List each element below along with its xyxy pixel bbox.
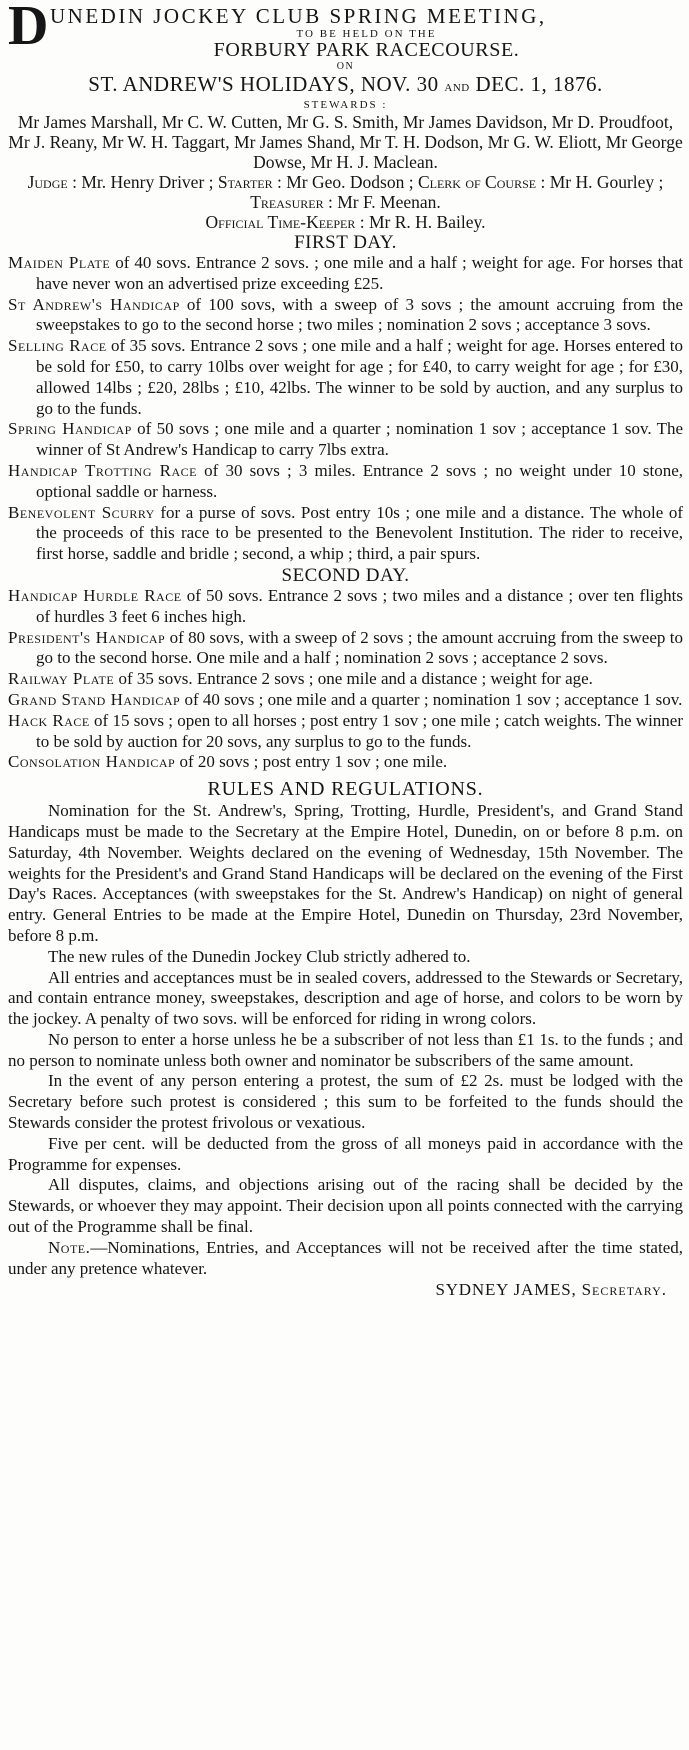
- race-entry: [8, 419, 683, 461]
- race-name: Benevolent Scurry: [8, 502, 155, 522]
- note-text: —Nominations, Entries, and Acceptances will not be received after the time stated, under any pretence whatever.: [8, 1237, 683, 1278]
- race-details: of 35 sovs. Entrance 2 sovs ; one mile and a half ; weight for age. Horses entered to be sold for £50, to carry 10lbs over weight for age ; for £40, to carry weight for age ; for £30, allowed 14lbs ; £20, 28lbs ; £10, 42lbs. The winner to be sold by auction, and any surplus to go to the funds.: [36, 336, 683, 418]
- signature-line: [8, 1279, 683, 1301]
- masthead: [8, 0, 683, 61]
- race-name: Handicap Hurdle Race: [8, 585, 182, 605]
- note-label: Note.: [48, 1237, 91, 1257]
- race-details: of 50 sovs. Entrance 2 sovs ; two miles and a distance ; over ten flights of hurdles 3 feet 6 inches high.: [36, 585, 683, 626]
- race-entry: [8, 669, 683, 690]
- race-name: Maiden Plate: [8, 253, 111, 272]
- race-details: of 80 sovs, with a sweep of 2 sovs ; the amount accruing from the sweep to go to the second horse. One mile and a half ; nomination 2 sovs ; acceptance 2 sovs.: [36, 627, 684, 668]
- clerk-name: Mr H. Gourley ;: [549, 172, 664, 192]
- venue-title: FORBURY PARK RACECOURSE.: [213, 39, 520, 61]
- race-details: for a purse of sovs. Post entry 10s ; one mile and a distance. The whole of the proceeds of this race to be presented to the Benevolent Institution. The rider to receive, first horse, saddle and bridle ; second, a whip ; third, a pair spurs.: [36, 502, 683, 564]
- rules-paragraph: The new rules of the Dunedin Jockey Club strictly adhered to.: [48, 946, 471, 966]
- race-name: Handicap Trotting Race: [8, 460, 197, 480]
- race-name: Spring Handicap: [8, 419, 132, 439]
- meeting-dates: [8, 72, 683, 99]
- stewards-heading: STEWARDS :: [303, 99, 388, 111]
- rules-paragraph: Five per cent. will be deducted from the gross of all moneys paid in accordance with the Programme for expenses.: [8, 1133, 683, 1174]
- first-day-heading: FIRST DAY.: [294, 232, 397, 253]
- race-entry: [8, 253, 683, 295]
- timekeeper-line: [8, 212, 683, 232]
- rules-paragraph: In the event of any person entering a protest, the sum of £2 2s. must be lodged with the Secretary before such protest is considered ; this sum to be forfeited to the funds should the Stewards consider the protest frivolous or vexatious.: [8, 1071, 683, 1133]
- date-and: and: [444, 79, 470, 95]
- secretary-title: Secretary.: [581, 1280, 667, 1300]
- timekeeper-name: Mr R. H. Bailey.: [368, 212, 486, 232]
- starter-name: Mr Geo. Dodson ;: [286, 172, 414, 192]
- race-details: of 40 sovs. Entrance 2 sovs. ; one mile and a half ; weight for age. For horses that have never won an advertised prize exceeding £25.: [36, 253, 683, 293]
- starter-label: Starter :: [217, 172, 282, 192]
- rules-paragraph: Nomination for the St. Andrew's, Spring, Trotting, Hurdle, President's, and Grand Stand Handicaps must be made to the Secretary at the Empire Hotel, Dunedin, on or before 8 p.m. on Saturday, 4th November. Weights declared on the evening of Wednesday, 15th November. The weights for the President's and Grand Stand Handicaps will be declared on the evening of the First Day's Races. Acceptances (with sweepstakes for the St. Andrew's Handicap) on night of general entry. General Entries to be made at the Empire Hotel, Dunedin on Thursday, 23rd November, before 8 p.m.: [8, 801, 683, 945]
- treasurer-name: Mr F. Meenan.: [337, 192, 441, 212]
- race-details: of 30 sovs ; 3 miles. Entrance 2 sovs ; no weight under 10 stone, optional saddle or harness.: [36, 460, 683, 501]
- race-name: Consolation Handicap: [8, 752, 176, 772]
- timekeeper-label: Official Time-Keeper :: [205, 212, 365, 232]
- judge-name: Mr. Henry Driver ;: [81, 172, 214, 192]
- race-details: of 50 sovs ; one mile and a quarter ; nomination 1 sov ; acceptance 1 sov. The winner of St Andrew's Handicap to carry 7lbs extra.: [36, 419, 684, 460]
- rules-paragraph: No person to enter a horse unless he be a subscriber of not less than £1 1s. to the funds ; and no person to nominate unless both owner and nominator be subscribers of the same amount.: [8, 1029, 683, 1070]
- race-name: Selling Race: [8, 336, 107, 356]
- date-main: ST. ANDREW'S HOLIDAYS, NOV. 30: [88, 72, 439, 96]
- date-end: DEC. 1, 1876.: [475, 72, 603, 96]
- clerk-label: Clerk of Course :: [417, 172, 546, 192]
- race-details: of 100 sovs, with a sweep of 3 sovs ; the amount accruing from the sweepstakes to go to the second horse ; two miles ; nomination 2 sovs ; acceptance 3 sovs.: [36, 294, 684, 335]
- rules-heading: RULES AND REGULATIONS.: [207, 778, 484, 801]
- rules-paragraph: All entries and acceptances must be in sealed covers, addressed to the Stewards or Secretary, and contain entrance money, sweepstakes, description and age of horse, and colors to be worn by the jockey. A penalty of two sovs. will be enforced for riding in wrong colors.: [8, 967, 683, 1029]
- race-entry: [8, 503, 683, 565]
- race-details: of 15 sovs ; open to all horses ; post entry 1 sov ; one mile ; catch weights. The winner to be sold by auction for 20 sovs, any surplus to go to the funds.: [36, 710, 684, 751]
- race-entry: [8, 690, 683, 711]
- race-entry: [8, 752, 683, 773]
- race-name: Grand Stand Handicap: [8, 689, 181, 709]
- rules-body: [8, 801, 683, 1279]
- stewards-list: Mr James Marshall, Mr C. W. Cutten, Mr G. S. Smith, Mr James Davidson, Mr D. Proudfoot, Mr J. Reany, Mr W. H. Taggart, Mr James Shand, Mr T. H. Dodson, Mr G. W. Eliott, Mr George Dowse, Mr H. J. Maclean.: [8, 112, 683, 172]
- second-day-races: [8, 586, 683, 773]
- rules-paragraph: All disputes, claims, and objections arising out of the racing shall be decided by the Stewards, or whoever they may appoint. Their decision upon all points connected with the carrying out of the Programme shall be final.: [8, 1175, 683, 1237]
- officials-line: [8, 172, 683, 212]
- race-name: Hack Race: [8, 710, 90, 730]
- race-entry: [8, 628, 683, 670]
- meeting-title: UNEDIN JOCKEY CLUB SPRING MEETING,: [50, 4, 547, 28]
- secretary-name: SYDNEY JAMES,: [435, 1280, 577, 1300]
- dropcap-letter: D: [8, 0, 49, 57]
- race-details: of 40 sovs ; one mile and a quarter ; nomination 1 sov ; acceptance 1 sov.: [184, 689, 683, 709]
- race-entry: [8, 461, 683, 503]
- treasurer-label: Treasurer :: [250, 192, 333, 212]
- race-details: of 20 sovs ; post entry 1 sov ; one mile.: [179, 752, 448, 772]
- second-day-heading: SECOND DAY.: [281, 564, 410, 586]
- note-paragraph: [8, 1238, 683, 1280]
- race-entry: [8, 336, 683, 419]
- first-day-races: [8, 253, 683, 565]
- judge-label: Judge :: [27, 172, 77, 192]
- race-name: Railway Plate: [8, 669, 115, 689]
- on-line: ON: [336, 61, 355, 72]
- race-name: St Andrew's Handicap: [8, 294, 180, 314]
- race-entry: [8, 711, 683, 753]
- race-name: President's Handicap: [8, 627, 166, 647]
- race-entry: [8, 586, 683, 628]
- to-be-held-line: TO BE HELD ON THE: [296, 28, 437, 40]
- race-details: of 35 sovs. Entrance 2 sovs ; one mile and a distance ; weight for age.: [118, 669, 593, 689]
- race-entry: [8, 295, 683, 337]
